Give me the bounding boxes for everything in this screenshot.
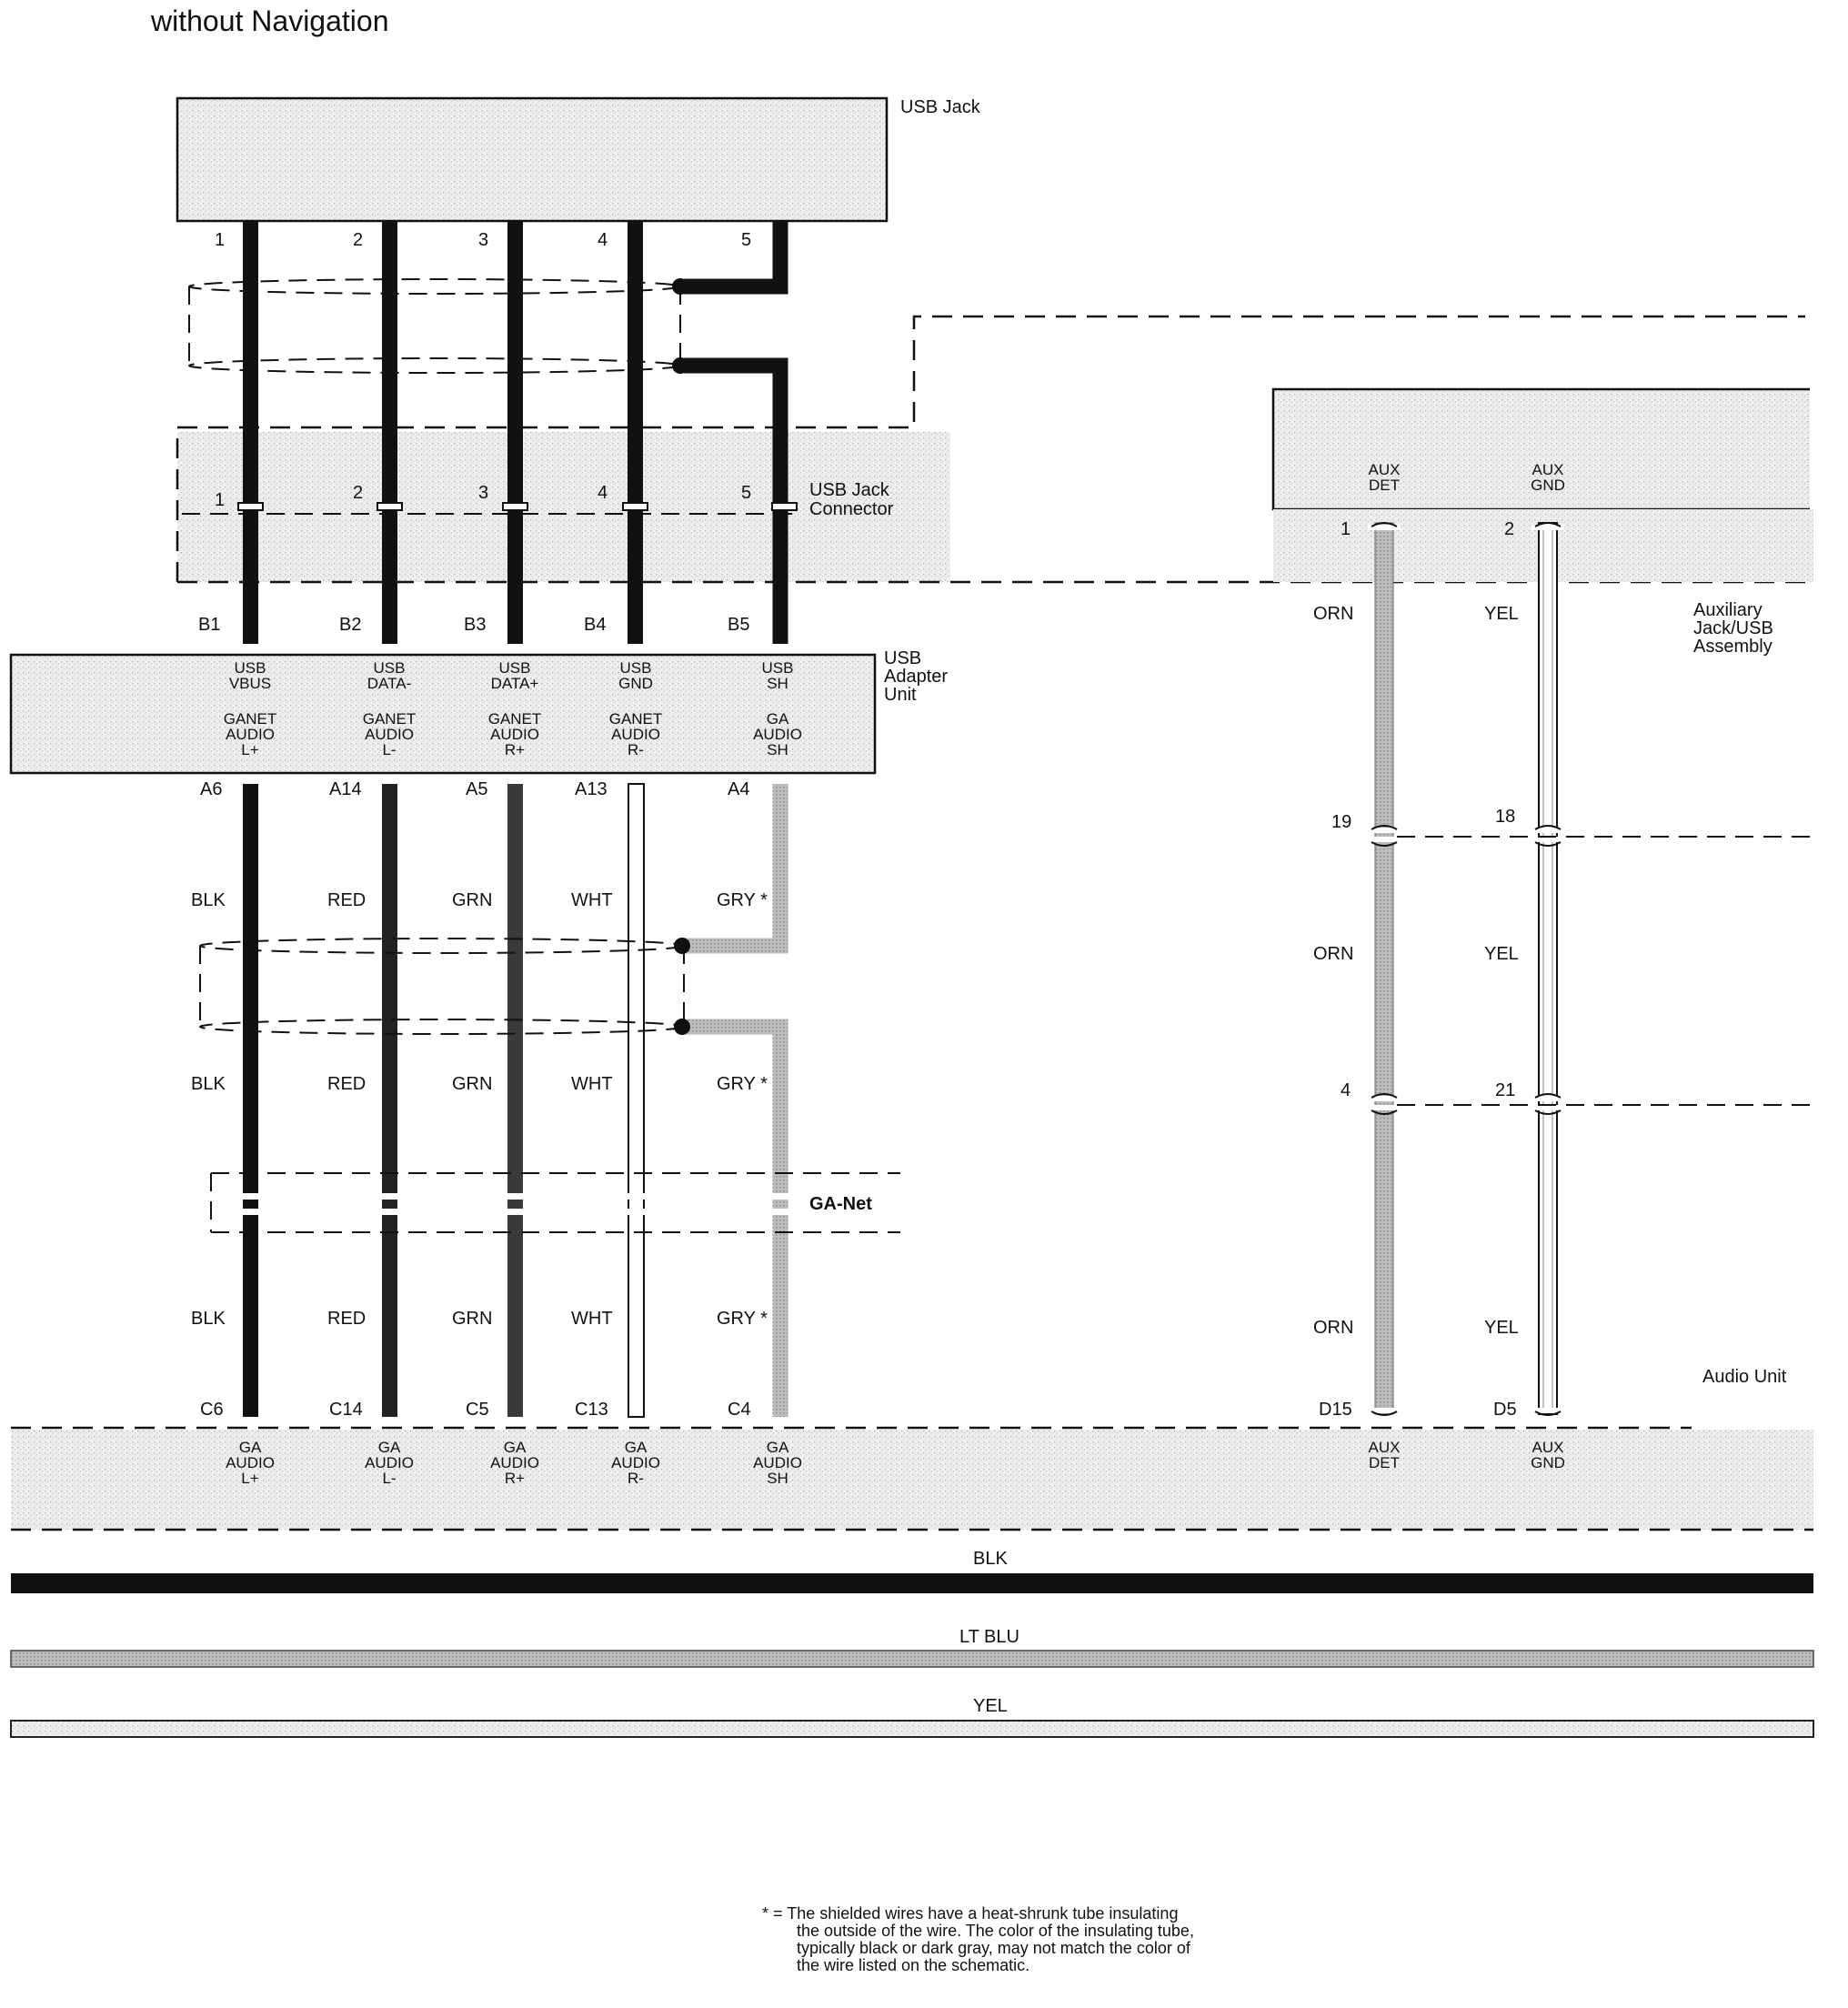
- adapter-usb-signal: USB SH: [761, 659, 794, 692]
- audio-unit-signal: GA AUDIO L+: [226, 1439, 275, 1487]
- usb-jack-pin-label: 4: [598, 230, 608, 250]
- svg-text:ORN: ORN: [1313, 604, 1354, 624]
- legend-yel-label: YEL: [973, 1696, 1008, 1716]
- svg-text:B1: B1: [198, 615, 221, 635]
- svg-text:C6: C6: [200, 1400, 224, 1420]
- svg-text:GRY *: GRY *: [717, 890, 768, 910]
- adapter-audio-signal: GANET AUDIO L+: [223, 710, 277, 758]
- wire-colors-row-1: [191, 890, 768, 910]
- svg-text:WHT: WHT: [571, 1074, 613, 1094]
- svg-text:GRY *: GRY *: [717, 1074, 768, 1094]
- svg-text:WHT: WHT: [571, 1309, 613, 1329]
- connector-pin-label: 4: [598, 483, 608, 503]
- aux-assembly-signal: AUX DET: [1368, 461, 1401, 494]
- audio-unit-signal: GA AUDIO R-: [611, 1439, 660, 1487]
- legend-black-label: BLK: [973, 1549, 1008, 1569]
- audio-unit-signal: GA AUDIO L-: [365, 1439, 414, 1487]
- svg-text:RED: RED: [327, 1309, 367, 1329]
- adapter-bottom-pins: [200, 779, 749, 799]
- svg-text:D15: D15: [1319, 1400, 1352, 1420]
- audio-unit-signal: GA AUDIO SH: [753, 1439, 802, 1487]
- svg-text:18: 18: [1495, 807, 1516, 827]
- svg-text:1: 1: [1341, 519, 1351, 539]
- audio-unit-label: Audio Unit: [1702, 1367, 1787, 1387]
- legend-ltblu-wire: [11, 1651, 1813, 1667]
- connector-pin-label: 3: [478, 483, 489, 503]
- audio-wires: [243, 784, 780, 1417]
- adapter-usb-signal: USB VBUS: [228, 659, 272, 692]
- svg-text:RED: RED: [327, 890, 367, 910]
- wire-colors-row-3: [191, 1309, 768, 1329]
- legend: [11, 1549, 1813, 1737]
- legend-black-wire: [11, 1573, 1813, 1593]
- aux-assembly-box-edge: [1810, 387, 1817, 513]
- svg-text:C14: C14: [329, 1400, 363, 1420]
- svg-text:A5: A5: [466, 779, 488, 799]
- ga-net-region: [211, 1173, 900, 1232]
- aux-assembly-label: Auxiliary Jack/USB Assembly: [1693, 600, 1773, 657]
- svg-text:B3: B3: [464, 615, 487, 635]
- svg-text:19: 19: [1331, 812, 1352, 832]
- svg-text:D5: D5: [1493, 1400, 1517, 1420]
- adapter-audio-signal: GANET AUDIO L-: [362, 710, 417, 758]
- adapter-audio-signal: GANET AUDIO R+: [487, 710, 542, 758]
- svg-text:BLK: BLK: [191, 1309, 226, 1329]
- svg-text:A6: A6: [200, 779, 223, 799]
- aux-wires: [1368, 523, 1564, 1415]
- shield-bottom: [200, 939, 684, 1034]
- svg-text:C5: C5: [466, 1400, 489, 1420]
- svg-text:4: 4: [1341, 1080, 1351, 1100]
- usb-jack-box: [177, 98, 887, 221]
- svg-text:YEL: YEL: [1484, 944, 1519, 964]
- adapter-audio-signal: GA AUDIO SH: [753, 710, 802, 758]
- svg-text:BLK: BLK: [191, 1074, 226, 1094]
- aux-assembly-signal: AUX GND: [1531, 461, 1565, 494]
- adapter-usb-signal: USB DATA-: [367, 659, 412, 692]
- usb-jack-pin-label: 5: [741, 230, 752, 250]
- connector-pin-label: 1: [215, 490, 226, 510]
- audio-unit-aux-signal: AUX GND: [1531, 1439, 1565, 1471]
- adapter-audio-signal: GANET AUDIO R-: [608, 710, 663, 758]
- ga-net-label: GA-Net: [809, 1194, 872, 1214]
- svg-text:C4: C4: [728, 1400, 751, 1420]
- svg-text:ORN: ORN: [1313, 1318, 1354, 1338]
- page-title: without Navigation: [151, 5, 389, 37]
- legend-yel-wire: [11, 1721, 1813, 1737]
- svg-text:GRN: GRN: [452, 1074, 493, 1094]
- usb-adapter-unit-box: [11, 655, 875, 773]
- usb-jack-pin-label: 3: [478, 230, 489, 250]
- audio-unit-signal: GA AUDIO R+: [490, 1439, 539, 1487]
- connector-pin-label: 5: [741, 483, 752, 503]
- svg-text:RED: RED: [327, 1074, 367, 1094]
- svg-text:YEL: YEL: [1484, 604, 1519, 624]
- adapter-usb-signal: USB DATA+: [490, 659, 539, 692]
- adapter-usb-signal: USB GND: [618, 659, 653, 692]
- footnote: * = The shielded wires have a heat-shrunk tube insulating the outside of the wire. The color of the insulating tube, typically black or dark gray, may not match the color of the wire listed on the schematic.: [762, 1904, 1194, 1974]
- svg-text:ORN: ORN: [1313, 944, 1354, 964]
- aux-pin-labels: [1313, 519, 1519, 1420]
- svg-text:A13: A13: [575, 779, 608, 799]
- usb-jack-label: [900, 97, 981, 117]
- svg-text:WHT: WHT: [571, 890, 613, 910]
- svg-text:21: 21: [1495, 1080, 1516, 1100]
- svg-text:A14: A14: [329, 779, 362, 799]
- usb-jack-pins: [215, 230, 751, 250]
- svg-text:GRN: GRN: [452, 1309, 493, 1329]
- connector-pin-label: 2: [353, 483, 364, 503]
- audio-left-pins: [200, 1400, 751, 1420]
- svg-text:B4: B4: [584, 615, 607, 635]
- audio-unit-aux-signal: AUX DET: [1368, 1439, 1401, 1471]
- shield-top: [189, 279, 680, 373]
- svg-text:BLK: BLK: [191, 890, 226, 910]
- usb-adapter-unit-label: USB Adapter Unit: [884, 648, 949, 705]
- svg-text:A4: A4: [728, 779, 750, 799]
- usb-jack-pin-label: 1: [215, 230, 226, 250]
- usb-jack-connector-label: USB Jack Connector: [809, 480, 894, 519]
- adapter-top-pins: [198, 615, 749, 635]
- usb-jack-pin-label: 2: [353, 230, 364, 250]
- svg-text:B2: B2: [339, 615, 362, 635]
- svg-text:C13: C13: [575, 1400, 608, 1420]
- svg-text:USB Jack: USB Jack: [900, 97, 980, 117]
- wire-colors-row-2: [191, 1074, 768, 1094]
- svg-text:2: 2: [1504, 519, 1515, 539]
- svg-text:YEL: YEL: [1484, 1318, 1519, 1338]
- svg-text:GRY *: GRY *: [717, 1309, 768, 1329]
- legend-ltblu-label: LT BLU: [959, 1627, 1019, 1647]
- svg-text:GRN: GRN: [452, 890, 493, 910]
- svg-text:B5: B5: [728, 615, 750, 635]
